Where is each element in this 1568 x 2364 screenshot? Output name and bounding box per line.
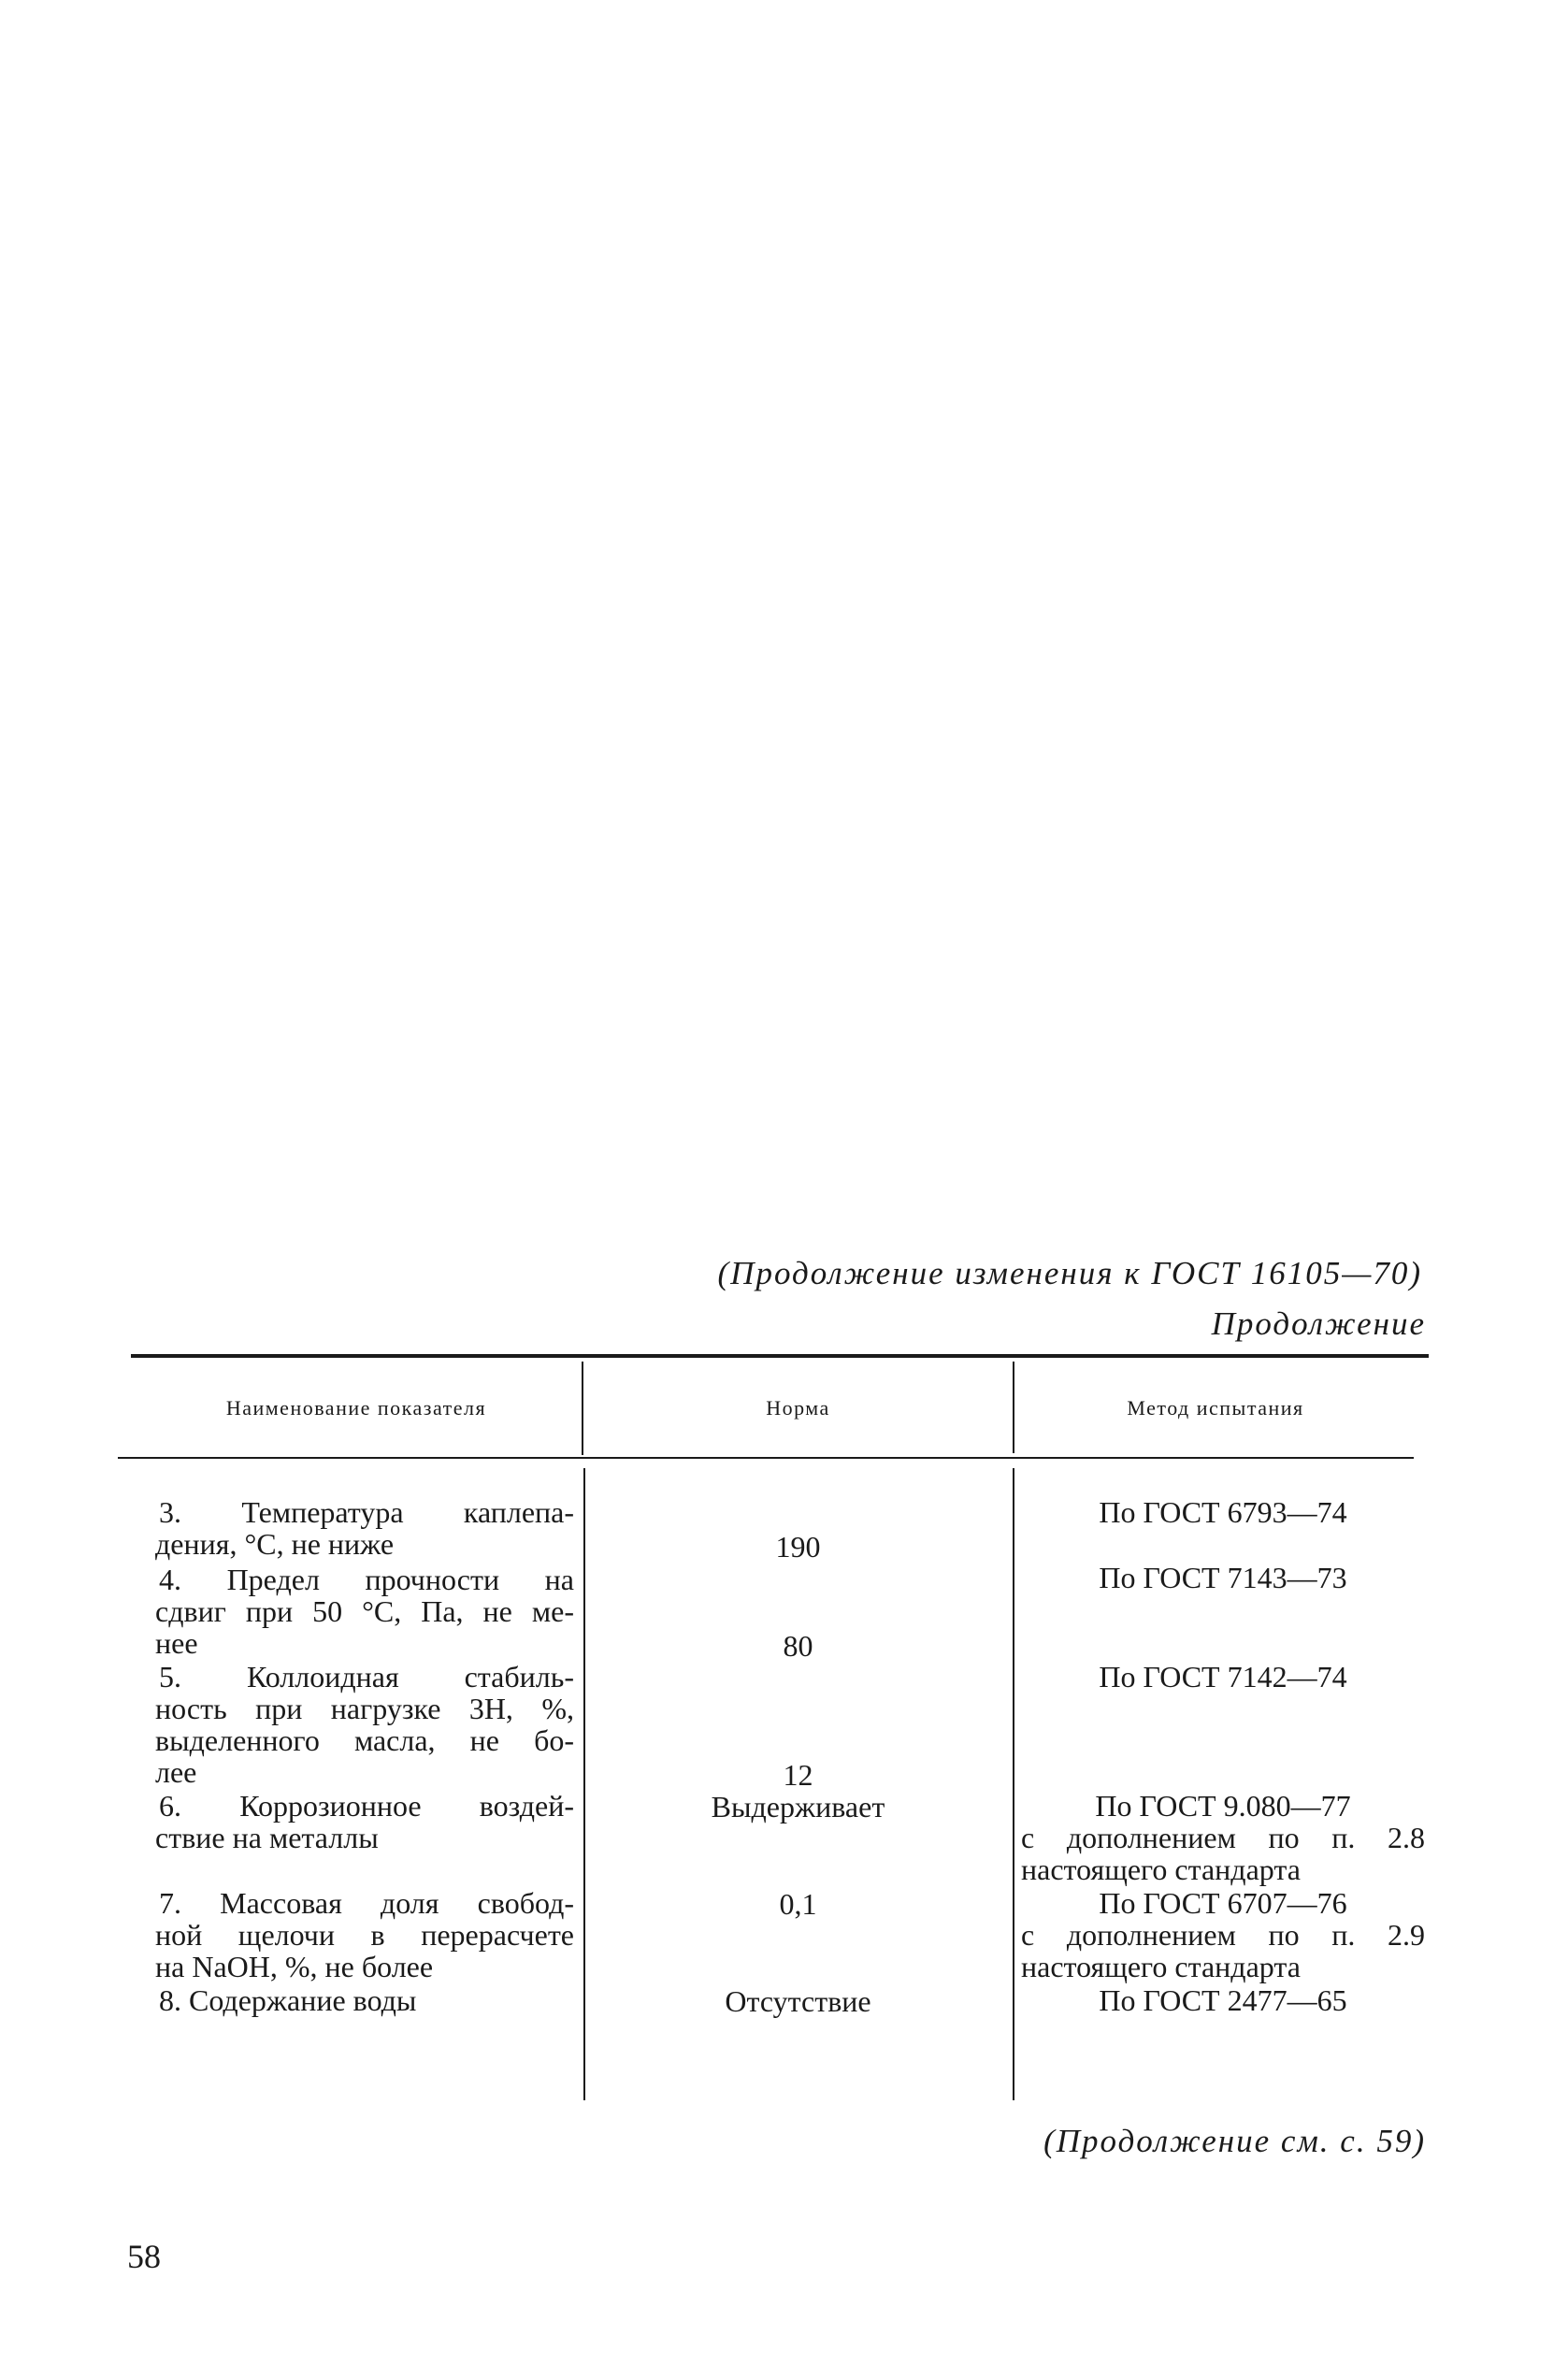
row-6-method-line: с дополнением по п. 2.8 xyxy=(1021,1821,1425,1854)
row-7-name xyxy=(155,1887,574,1982)
column-header-method: Метод испытания xyxy=(1127,1396,1304,1420)
row-8-method xyxy=(1021,1984,1425,2016)
row-5-name xyxy=(155,1661,574,1788)
row-3-name-line: дения, °С, не ниже xyxy=(155,1527,395,1561)
row-6-name-line: 6. Коррозионное воздей- xyxy=(159,1789,574,1823)
table-top-rule xyxy=(131,1354,1429,1358)
column-header-name: Наименование показателя xyxy=(225,1396,487,1420)
row-6-name-line: ствие на металлы xyxy=(155,1821,379,1854)
row-7-name-line: 7. Массовая доля свобод- xyxy=(159,1886,574,1920)
row-5-name-line: лее xyxy=(155,1755,197,1789)
row-3-name-line: 3. Температура каплепа- xyxy=(159,1495,574,1529)
footer-continuation-note: (Продолжение см. с. 59) xyxy=(1043,2123,1426,2159)
column-header-norm: Норма xyxy=(766,1396,830,1420)
row-3-norm: 190 xyxy=(775,1530,821,1564)
continuation-title: (Продолжение изменения к ГОСТ 16105—70) xyxy=(717,1255,1422,1291)
row-6-method xyxy=(1021,1790,1425,1885)
page-number: 58 xyxy=(127,2238,161,2275)
row-4-name-line: нее xyxy=(155,1626,198,1660)
row-7-method xyxy=(1021,1887,1425,1982)
row-4-name-line: 4. Предел прочности на xyxy=(159,1563,574,1596)
row-8-name xyxy=(155,1984,574,2016)
row-5-name-line: 5. Коллоидная стабиль- xyxy=(159,1660,574,1694)
row-8-norm: Отсутствие xyxy=(725,1984,871,2018)
row-3-method xyxy=(1021,1496,1425,1528)
row-5-name-line: выделенного масла, не бо- xyxy=(155,1723,574,1757)
row-6-name xyxy=(155,1790,574,1853)
row-7-name-line: на NaOH, %, не более xyxy=(155,1950,434,1983)
row-4-name xyxy=(155,1564,574,1659)
row-5-name-line: ность при нагрузке 3Н, %, xyxy=(155,1692,574,1725)
row-4-norm: 80 xyxy=(783,1629,813,1663)
row-5-method xyxy=(1021,1661,1425,1693)
row-6-method-line: По ГОСТ 9.080—77 xyxy=(1095,1789,1351,1823)
row-7-method-line: с дополнением по п. 2.9 xyxy=(1021,1918,1425,1952)
row-3-name xyxy=(155,1496,574,1560)
row-4-name-line: сдвиг при 50 °С, Па, не ме- xyxy=(155,1594,574,1628)
row-7-name-line: ной щелочи в перерасчете xyxy=(155,1918,574,1952)
row-7-method-line: По ГОСТ 6707—76 xyxy=(1099,1886,1347,1920)
row-7-method-line: настоящего стандарта xyxy=(1021,1950,1301,1983)
row-4-method-line: По ГОСТ 7143—73 xyxy=(1099,1561,1347,1594)
row-4-method xyxy=(1021,1562,1425,1593)
row-6-method-line: настоящего стандарта xyxy=(1021,1852,1301,1886)
row-6-norm: Выдерживает xyxy=(711,1790,885,1823)
table-header-rule xyxy=(118,1457,1414,1459)
column-divider-2-body xyxy=(1013,1468,1014,2100)
row-5-method-line: По ГОСТ 7142—74 xyxy=(1099,1660,1347,1694)
row-7-norm: 0,1 xyxy=(779,1887,817,1921)
row-5-norm: 12 xyxy=(783,1758,813,1792)
row-8-method-line: По ГОСТ 2477—65 xyxy=(1099,1983,1347,2017)
continuation-label: Продолжение xyxy=(1211,1305,1426,1342)
row-3-method-line: По ГОСТ 6793—74 xyxy=(1099,1495,1347,1529)
row-8-name-line: 8. Содержание воды xyxy=(159,1983,417,2017)
